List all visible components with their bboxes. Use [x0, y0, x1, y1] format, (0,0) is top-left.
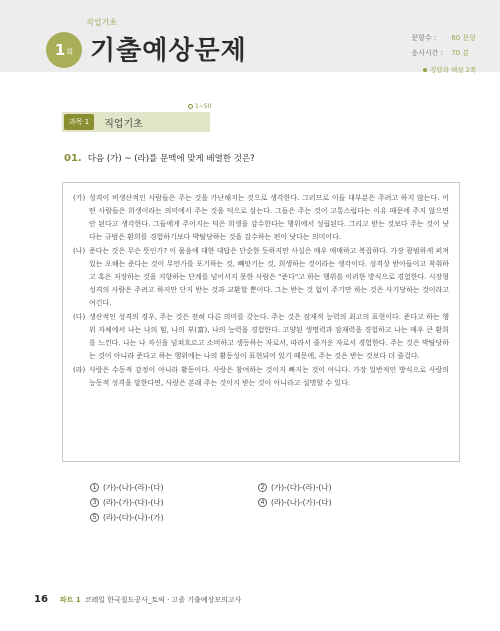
- answer-option-4[interactable]: [258, 497, 426, 508]
- round-unit: 회: [66, 48, 74, 56]
- exam-title: 기출예상문제: [90, 36, 247, 66]
- info-label: 문항수 :: [411, 34, 437, 42]
- section-title: 직업기초: [104, 118, 143, 130]
- question-text: 다음 (가) ~ (라)를 문맥에 맞게 배열한 것은?: [87, 154, 255, 164]
- paragraph-marker: (다): [73, 313, 86, 321]
- info-value: 70 분: [451, 49, 470, 57]
- question-range-text: 1~50: [195, 103, 212, 110]
- section-banner: [62, 112, 210, 132]
- answer-option-1[interactable]: [90, 482, 258, 493]
- passage-paragraph: [73, 245, 449, 310]
- options-row: [90, 480, 450, 495]
- option-text: (가)-(나)-(라)-(다): [103, 483, 164, 492]
- info-label: 응시시간 :: [411, 49, 443, 57]
- paragraph-marker: (가): [73, 194, 86, 202]
- paragraph-marker: (라): [73, 366, 86, 374]
- option-number: 2: [258, 483, 267, 492]
- question-range: [188, 103, 211, 110]
- passage-paragraph: [73, 192, 449, 244]
- pen-icon: [188, 104, 193, 109]
- option-text: (라)-(다)-(나)-(가): [103, 513, 164, 522]
- round-number: 1: [54, 41, 66, 59]
- passage-paragraph: [73, 364, 449, 390]
- info-question-count: [411, 33, 476, 43]
- page-header: [0, 0, 500, 72]
- info-time-limit: [411, 48, 476, 58]
- page-footer: [34, 594, 241, 605]
- answer-options: [90, 480, 450, 525]
- round-badge: [46, 32, 82, 68]
- option-text: (라)-(나)-(가)-(다): [271, 498, 332, 507]
- options-row: [90, 495, 450, 510]
- subject-tag: 직업기초: [86, 18, 117, 27]
- answer-option-3[interactable]: [90, 497, 258, 508]
- question-number: 01.: [64, 153, 82, 164]
- option-number: 5: [90, 513, 99, 522]
- info-value: 60 문항: [451, 34, 476, 42]
- paragraph-text: 생산적인 성격의 경우, 주는 것은 전혀 다른 의미를 갖는다. 주는 것은 잠재적 능력의 최고의 표현이다. 준다고 하는 행위 자체에서 나는 나의 힘, 나의 부(富), 나의 능력을 경험한다. 고양된 생명력과 잠재력을 경험하고 나는 매우 큰 환희를 느낀다. 나는 나 자신을 넘쳐흐르고 소비하고 생동하는 자로서, 따라서 즐거운 자로서 경험한다. 주는 것은 박탈당하는 것이 아니라 준다고 하는 행위에는 나의 활동성이 표현되어 있기 때문에, 주는 것은 받는 것보다 더 즐겁다.: [89, 313, 449, 360]
- passage-box: [62, 182, 460, 462]
- options-row: [90, 510, 450, 525]
- paragraph-marker: (나): [73, 247, 86, 255]
- paragraph-text: 사랑은 수동적 감정이 아니라 활동이다. 사랑은 참여하는 것이지 빠지는 것이 아니다. 가장 일반적인 방식으로 사랑의 능동적 성격을 말한다면, 사랑은 본래 주는 것이지 받는 것이 아니라고 설명할 수 있다.: [89, 366, 449, 387]
- passage-paragraph: [73, 311, 449, 363]
- paragraph-text: 준다는 것은 무슨 뜻인가? 이 물음에 대한 대답은 단순한 듯하지만 사실은 매우 애매하고 복잡하다. 가장 광범하게 퍼져 있는 오해는 준다는 것이 무언가를 포기하는 것, 빼앗기는 것, 희생하는 것이라는 생각이다. 성격상 받아들이고 착취하고 혹은 저장하는 것을 지향하는 단계를 넘어서지 못한 사람은 "준다"고 하는 행위를 이러한 방식으로 경험한다. 시장형 성격의 사람은 주려고 하지만 단지 받는 것과 교환할 뿐이다. 그는 받는 것 없이 주기만 하는 것은 사기당하는 것이라고 여긴다.: [89, 247, 449, 307]
- option-number: 3: [90, 498, 99, 507]
- question-stem: [64, 152, 255, 164]
- bullet-icon: [423, 68, 427, 72]
- option-number: 4: [258, 498, 267, 507]
- page-number: 16: [34, 594, 48, 605]
- exam-info: [411, 33, 476, 63]
- answer-option-2[interactable]: [258, 482, 426, 493]
- answer-option-5[interactable]: [90, 512, 258, 523]
- part-label: 파트 1: [59, 595, 81, 604]
- option-number: 1: [90, 483, 99, 492]
- answer-reference: [423, 65, 476, 74]
- option-text: (라)-(가)-(다)-(나): [103, 498, 164, 507]
- book-title: 코레일 한국철도공사_토픽 · 고졸 기출예상모의고사: [84, 595, 242, 604]
- answer-reference-text: 정답과 해설 2쪽: [430, 66, 476, 74]
- section-pill: 과목 1: [64, 114, 94, 130]
- option-text: (가)-(다)-(라)-(나): [271, 483, 332, 492]
- paragraph-text: 성격이 비생산적인 사람들은 주는 것을 가난해지는 것으로 생각한다. 그러므로 이들 대부분은 주려고 하지 않는다. 어떤 사람들은 희생이라는 의미에서 주는 것을 덕으로 삼는다. 그들은 주는 것이 고통스럽다는 이유 때문에 주지 않으면 안 된다고 생각한다. 그들에게 주어지는 덕은 희생을 감수한다는 행위에서 성립된다. 그리고 받는 것보다 주는 것이 낫다는 규범은 환희를 경험하기보다 박탈당하는 것을 감수하는 편이 낫다는 의미이다.: [89, 194, 449, 241]
